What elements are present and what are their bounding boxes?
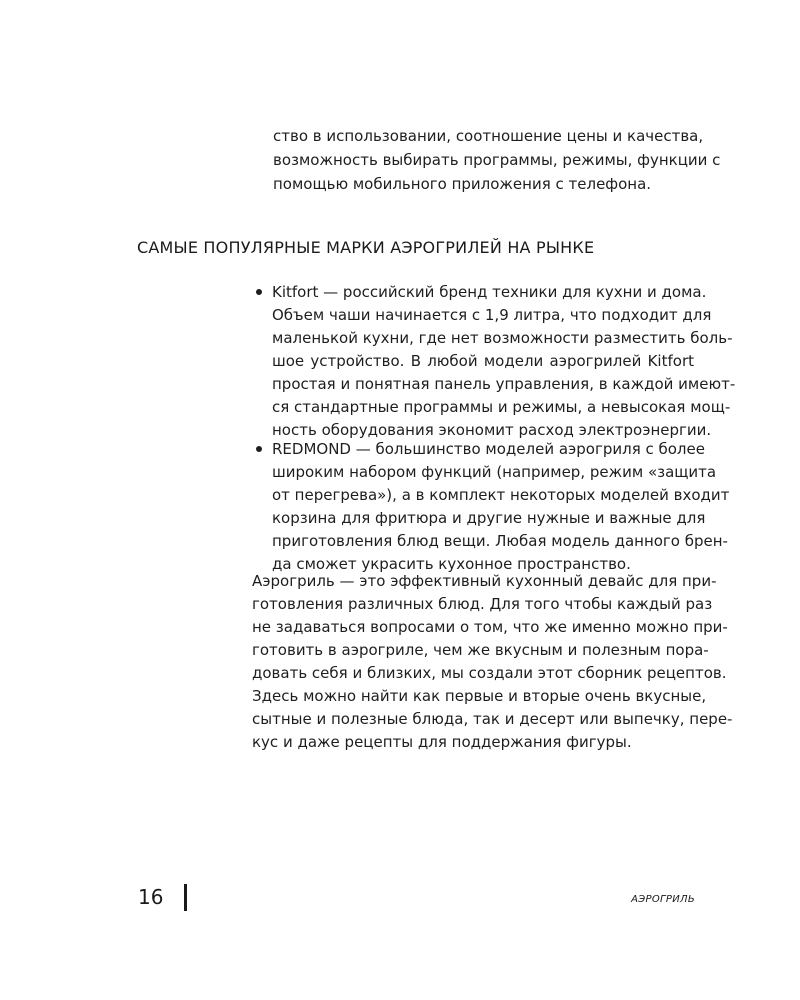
bullet-icon <box>256 446 262 452</box>
section-heading: САМЫЕ ПОПУЛЯРНЫЕ МАРКИ АЭРОГРИЛЕЙ НА РЫНКЕ <box>137 238 595 257</box>
text-line: маленькой кухни, где нет возможности разместить боль- <box>272 329 733 347</box>
text-line: Аэрогриль — это эффективный кухонный девайс для при- <box>252 572 717 590</box>
text-line: Объем чаши начинается с 1,9 литра, что подходит для <box>272 306 712 324</box>
text-line: REDMOND — большинство моделей аэрогриля с более <box>272 440 705 458</box>
text-line: широким набором функций (например, режим «защита <box>272 463 717 481</box>
text-line: кус и даже рецепты для поддержания фигуры. <box>252 733 632 751</box>
text-line: готовления различных блюд. Для того чтобы каждый раз <box>252 595 713 613</box>
text-line: Здесь можно найти как первые и вторые очень вкусные, <box>252 687 707 705</box>
text-line: ся стандартные программы и режимы, а невысокая мощ- <box>272 398 731 416</box>
text-line: не задаваться вопросами о том, что же именно можно при- <box>252 618 728 636</box>
text-line: ство в использовании, соотношение цены и качества, <box>273 127 704 145</box>
text-line: ность оборудования экономит расход электроэнергии. <box>272 421 712 439</box>
text-line: Kitfort — российский бренд техники для кухни и дома. <box>272 283 707 301</box>
text-line: да сможет украсить кухонное пространство. <box>272 555 631 573</box>
text-line: простая и понятная панель управления, в каждой имеют- <box>272 375 736 393</box>
body-paragraph <box>252 570 733 754</box>
text-line: шое устройство. В любой модели аэрогрилей Kitfort <box>272 352 694 370</box>
text-line: помощью мобильного приложения с телефона. <box>273 175 652 193</box>
text-line: готовить в аэрогриле, чем же вкусным и полезным пора- <box>252 641 709 659</box>
text-line: приготовления блюд вещи. Любая модель данного брен- <box>272 532 728 550</box>
page-number: 16 <box>138 885 164 909</box>
text-line: довать себя и близких, мы создали этот сборник рецептов. <box>252 664 727 682</box>
text-line: корзина для фритюра и другие нужные и важные для <box>272 509 706 527</box>
text-line: возможность выбирать программы, режимы, функции с <box>273 151 721 169</box>
text-line: сытные и полезные блюда, так и десерт или выпечку, пере- <box>252 710 733 728</box>
bullet-icon <box>256 289 262 295</box>
intro-paragraph <box>273 125 721 200</box>
running-title: АЭРОГРИЛЬ <box>631 894 695 905</box>
text-line: от перегрева»), а в комплект некоторых моделей входит <box>272 486 730 504</box>
page-number-divider <box>184 884 187 911</box>
